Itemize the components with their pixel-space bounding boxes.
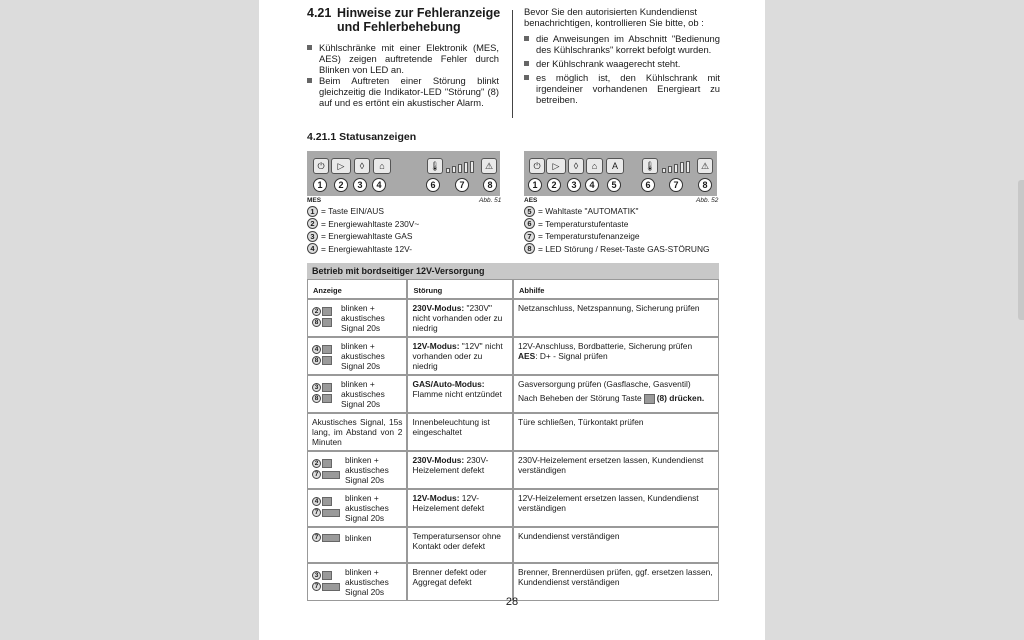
thermometer-icon: 🌡 — [427, 158, 443, 174]
power-icon: ⏻ — [529, 158, 545, 174]
temperature-level-bars — [446, 161, 474, 173]
column-divider — [512, 10, 513, 118]
temperature-level-bars — [662, 161, 690, 173]
power-icon: ⏻ — [313, 158, 329, 174]
legend-item: 2 = Energiewahltaste 230V~ — [307, 218, 507, 231]
callout-number: 8 — [483, 178, 497, 192]
legend-item: 3 = Energiewahltaste GAS — [307, 230, 507, 243]
scrollbar-thumb[interactable] — [1018, 180, 1024, 320]
fault-led-icon: ⚠ — [697, 158, 713, 174]
panel-label: AES — [524, 197, 538, 204]
mes-control-panel — [307, 151, 500, 196]
table-row: 2 7 blinken + akustisches Signal 20s 230V-Modus: 230V-Heizelement defekt 230V-Heizelement ersetzen lassen, Kundendienst verständigen — [307, 451, 719, 489]
intro-text: Bevor Sie den autorisierten Kundendienst benachrichtigen, kontrollieren Sie bitte, ob : — [524, 6, 704, 28]
legend-item: 5 = Wahltaste "AUTOMATIK" — [524, 205, 724, 218]
automatic-icon: A — [606, 158, 624, 174]
right-column — [524, 6, 720, 105]
temperature-bar-icon — [322, 509, 340, 517]
column-header: Störung — [407, 279, 513, 299]
led-icon — [322, 345, 332, 354]
callout-number: 6 — [426, 178, 440, 192]
temperature-bar-icon — [322, 583, 340, 591]
battery-12v-icon: ⌂ — [373, 158, 391, 174]
led-icon — [322, 394, 332, 403]
reset-button-icon — [644, 394, 655, 404]
mes-legend — [307, 205, 507, 255]
column-header: Anzeige — [307, 279, 407, 299]
callout-number: 1 — [313, 178, 327, 192]
flame-gas-icon: ◊ — [354, 158, 370, 174]
plug-230v-icon: ▷ — [331, 158, 351, 174]
figure-caption: Abb. 51 — [479, 197, 502, 204]
callout-number: 4 — [585, 178, 599, 192]
table-row: 3 8 blinken + akustisches Signal 20s GAS/Auto-Modus: Flamme nicht entzündet Gasversorgung prüfen (Gasflasche, Gasventil) Nach Beheben der Störung Taste (8) drücken. — [307, 375, 719, 413]
callout-number: 6 — [641, 178, 655, 192]
callout-number: 5 — [607, 178, 621, 192]
bullet-item: der Kühlschrank waagerecht steht. — [524, 58, 720, 69]
callout-number: 7 — [669, 178, 683, 192]
callout-number: 8 — [698, 178, 712, 192]
callout-number: 2 — [334, 178, 348, 192]
legend-item: 1 = Taste EIN/AUS — [307, 205, 507, 218]
flame-gas-icon: ◊ — [568, 158, 584, 174]
led-icon — [322, 383, 332, 392]
callout-number: 3 — [353, 178, 367, 192]
bullet-item: Kühlschränke mit einer Elektronik (MES, AES) zeigen auftretende Fehler durch Blinken von LED an. — [307, 42, 499, 75]
battery-12v-icon: ⌂ — [586, 158, 603, 174]
table-row: Akustisches Signal, 15s lang, im Abstand von 2 Minuten Innenbeleuchtung ist eingeschaltet Türe schließen, Türkontakt prüfen — [307, 413, 719, 451]
led-icon — [322, 307, 332, 316]
legend-item: 7 = Temperaturstufenanzeige — [524, 230, 724, 243]
callout-number: 2 — [547, 178, 561, 192]
subsection-heading: 4.21.1 Statusanzeigen — [307, 131, 417, 143]
page-number: 28 — [505, 596, 519, 608]
table-title: Betrieb mit bordseitiger 12V-Versorgung — [307, 263, 719, 279]
fault-led-icon: ⚠ — [481, 158, 497, 174]
legend-item: 4 = Energiewahltaste 12V- — [307, 243, 507, 256]
panel-label: MES — [307, 197, 322, 204]
led-icon — [322, 497, 332, 506]
legend-item: 6 = Temperaturstufentaste — [524, 218, 724, 231]
led-icon — [322, 356, 332, 365]
figure-caption: Abb. 52 — [696, 197, 719, 204]
led-icon — [322, 459, 332, 468]
table-row: 2 8 blinken + akustisches Signal 20s 230V-Modus: "230V" nicht vorhanden oder zu niedrig Netzanschluss, Netzspannung, Sicherung prüfen — [307, 299, 719, 337]
led-icon — [322, 571, 332, 580]
section-heading: 4.21 Hinweise zur Fehleranzeige und Fehlerbehebung — [307, 6, 501, 34]
left-bullet-list — [307, 42, 499, 108]
table-row: 4 8 blinken + akustisches Signal 20s 12V-Modus: "12V" nicht vorhanden oder zu niedrig 12V-Anschluss, Bordbatterie, Sicherung prüfen AES: D+ - Signal prüfen — [307, 337, 719, 375]
led-icon — [322, 318, 332, 327]
callout-number: 7 — [455, 178, 469, 192]
aes-control-panel — [524, 151, 717, 196]
aes-legend — [524, 205, 724, 255]
bullet-item: es möglich ist, den Kühlschrank mit irgendeiner vorhandenen Energieart zu betreiben. — [524, 72, 720, 105]
table-row: 3 7 blinken + akustisches Signal 20s Brenner defekt oder Aggregat defekt Brenner, Brennerdüsen prüfen, ggf. ersetzen lassen, Kundendienst verständigen — [307, 563, 719, 601]
plug-230v-icon: ▷ — [546, 158, 566, 174]
troubleshooting-table — [307, 263, 719, 601]
temperature-bar-icon — [322, 534, 340, 542]
column-header: Abhilfe — [513, 279, 719, 299]
thermometer-icon: 🌡 — [642, 158, 658, 174]
legend-item: 8 = LED Störung / Reset-Taste GAS-STÖRUNG — [524, 243, 724, 256]
table-row: 7 blinken Temperatursensor ohne Kontakt oder defekt Kundendienst verständigen — [307, 527, 719, 563]
bullet-item: Beim Auftreten einer Störung blinkt gleichzeitig die Indikator-LED "Störung" (8) auf und es ertönt ein akustischer Alarm. — [307, 75, 499, 108]
temperature-bar-icon — [322, 471, 340, 479]
callout-number: 4 — [372, 178, 386, 192]
table-row: 4 7 blinken + akustisches Signal 20s 12V-Modus: 12V-Heizelement defekt 12V-Heizelement ersetzen lassen, Kundendienst verständigen — [307, 489, 719, 527]
callout-number: 1 — [528, 178, 542, 192]
bullet-item: die Anweisungen im Abschnitt "Bedienung des Kühlschranks" korrekt befolgt wurden. — [524, 33, 720, 55]
callout-number: 3 — [567, 178, 581, 192]
document-page — [259, 0, 765, 640]
